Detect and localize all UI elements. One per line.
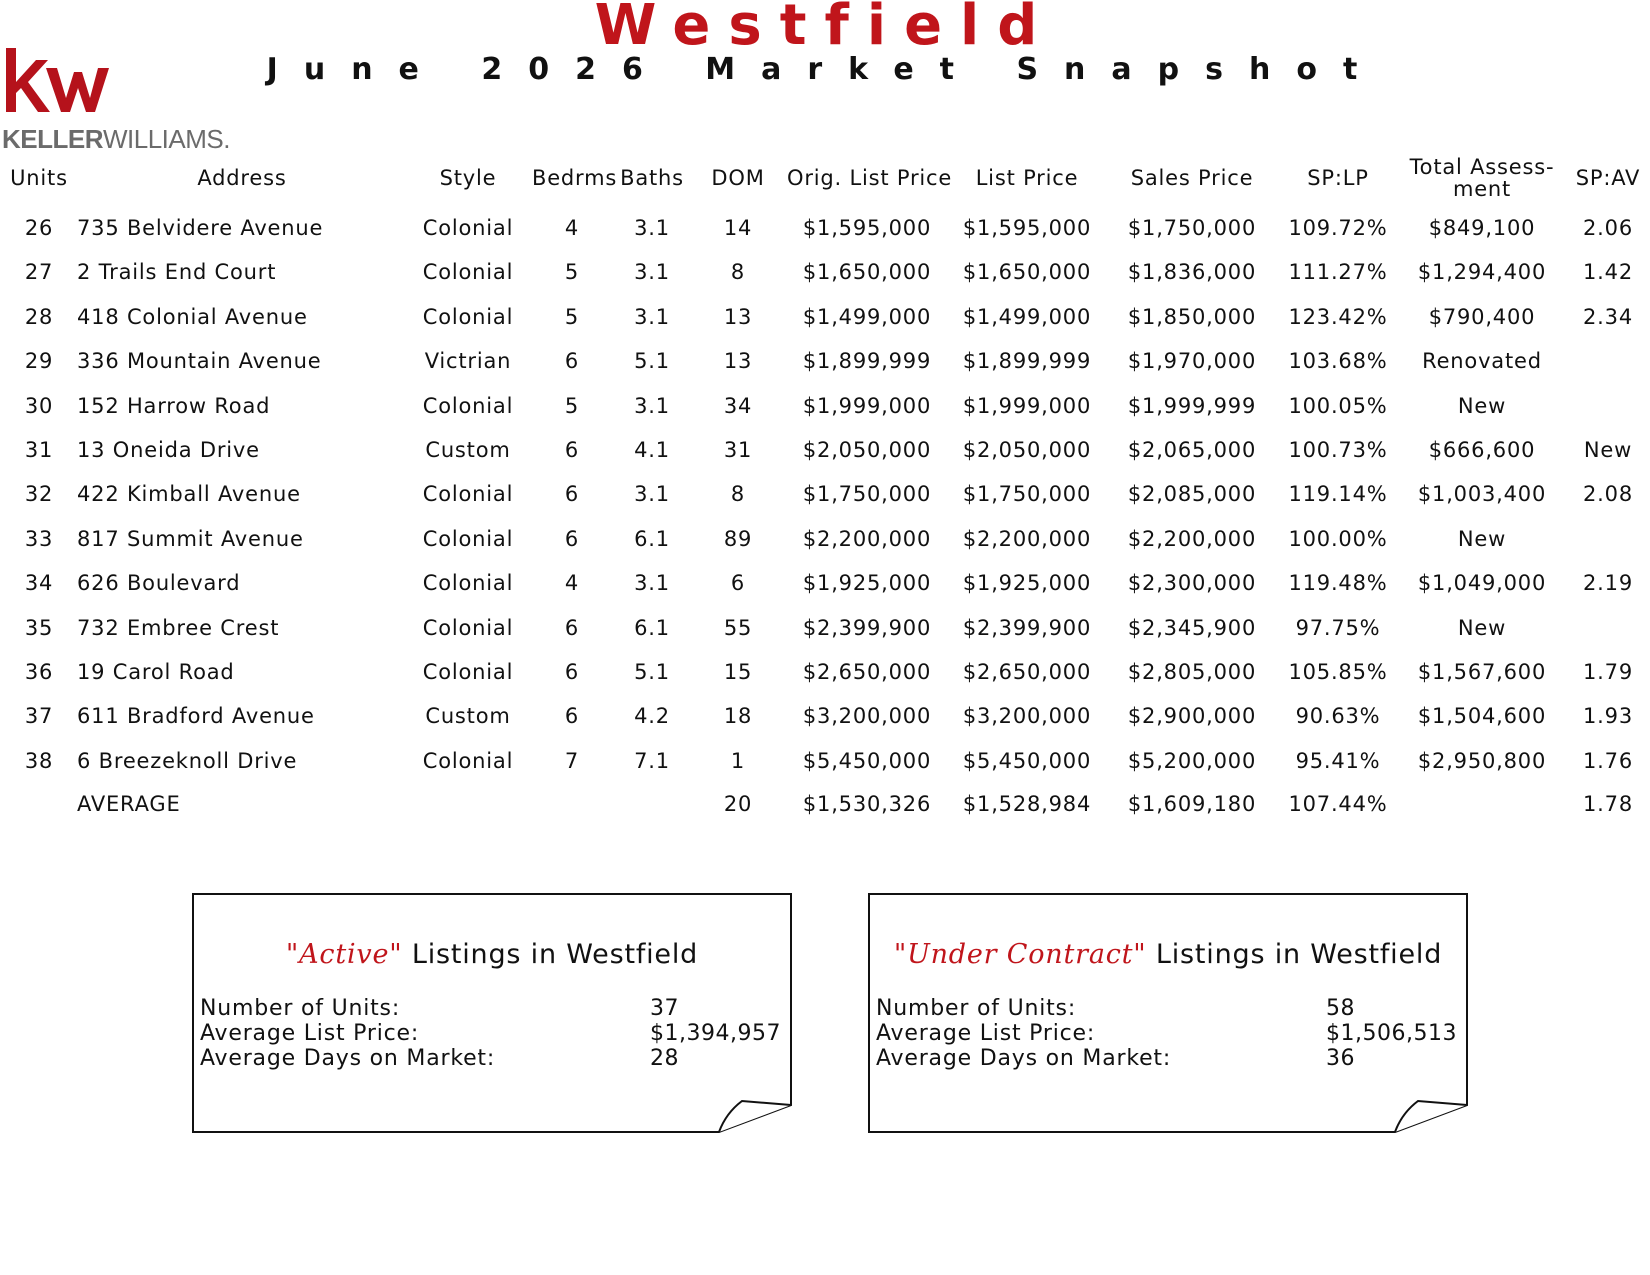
cell-style: Custom [425, 438, 511, 462]
cell-address: 611 Bradford Avenue [77, 704, 315, 729]
cell-orig-list-price: $2,200,000 [802, 526, 932, 551]
average-sp-lp: 107.44% [1288, 792, 1388, 816]
cell-units: 35 [24, 615, 54, 640]
cell-style: Colonial [422, 393, 514, 418]
average-dom: 20 [723, 792, 753, 816]
cell-sp-lp: 119.14% [1288, 482, 1388, 507]
cell-total-assessment: New [1457, 526, 1507, 551]
cell-dom: 13 [723, 304, 753, 329]
cell-baths: 3.1 [634, 216, 670, 240]
col-header-bedrms: Bedrms [532, 166, 618, 190]
cell-total-assessment: New [1457, 393, 1507, 418]
active-list-price-value: $1,394,957 [650, 1021, 781, 1046]
cell-units: 34 [24, 571, 54, 596]
cell-list-price: $1,999,000 [962, 393, 1092, 418]
cell-bedrms: 5 [564, 304, 580, 329]
under-contract-dom-label: Average Days on Market: [876, 1046, 1172, 1071]
cell-baths: 6.1 [634, 526, 670, 551]
page-title: Westfield [594, 0, 1056, 58]
cell-units: 27 [24, 260, 54, 285]
col-header-total-assessment: Total Assess-ment [1409, 155, 1555, 201]
cell-sp-lp: 95.41% [1295, 748, 1381, 773]
cell-address: 732 Embree Crest [77, 615, 280, 640]
cell-dom: 8 [730, 482, 746, 507]
cell-total-assessment: $1,049,000 [1417, 571, 1547, 596]
active-listings-box [192, 893, 792, 1133]
cell-dom: 55 [723, 615, 753, 640]
col-header-sales-price: Sales Price [1130, 166, 1254, 190]
under-contract-dom-value: 36 [1326, 1046, 1355, 1071]
cell-bedrms: 6 [564, 482, 580, 507]
cell-baths: 3.1 [634, 393, 670, 418]
cell-sp-lp: 109.72% [1288, 216, 1388, 240]
cell-style: Custom [425, 704, 511, 729]
cell-address: 6 Breezeknoll Drive [77, 748, 298, 773]
cell-units: 38 [24, 748, 54, 773]
page-subtitle: June 2026 Market Snapshot [266, 52, 1384, 87]
cell-dom: 14 [723, 216, 753, 240]
cell-total-assessment: $1,003,400 [1417, 482, 1547, 507]
cell-list-price: $1,750,000 [962, 482, 1092, 507]
cell-list-price: $2,650,000 [962, 660, 1092, 684]
cell-style: Colonial [422, 660, 514, 684]
cell-units: 32 [24, 482, 54, 507]
cell-total-assessment: $1,294,400 [1417, 260, 1547, 285]
cell-dom: 34 [723, 393, 753, 418]
average-list-price: $1,528,984 [962, 792, 1092, 816]
cell-address: 418 Colonial Avenue [77, 304, 308, 329]
cell-units: 37 [24, 704, 54, 729]
keller-williams-wordmark: KELLERWILLIAMS. [2, 124, 230, 154]
cell-units: 29 [24, 349, 54, 374]
cell-orig-list-price: $1,925,000 [802, 571, 932, 596]
active-dom-value: 28 [650, 1046, 679, 1071]
cell-bedrms: 6 [564, 526, 580, 551]
cell-baths: 3.1 [634, 482, 670, 507]
cell-sp-av: 1.93 [1583, 704, 1633, 729]
cell-dom: 6 [730, 571, 746, 596]
cell-style: Colonial [422, 482, 514, 507]
cell-sales-price: $1,750,000 [1127, 216, 1257, 240]
col-header-sp-av: SP:AV [1575, 166, 1641, 190]
active-box-title: "Active" Listings in Westfield [285, 939, 699, 970]
cell-bedrms: 5 [564, 393, 580, 418]
cell-total-assessment: Renovated [1422, 349, 1542, 374]
cell-total-assessment: $1,504,600 [1417, 704, 1547, 729]
cell-sp-av: 2.19 [1583, 571, 1633, 596]
cell-list-price: $1,595,000 [962, 216, 1092, 240]
under-contract-list-price-value: $1,506,513 [1326, 1021, 1457, 1046]
cell-sales-price: $2,085,000 [1127, 482, 1257, 507]
cell-sp-av: 2.34 [1583, 304, 1633, 329]
cell-dom: 1 [730, 748, 746, 773]
col-header-dom: DOM [711, 166, 765, 190]
cell-total-assessment: $790,400 [1428, 304, 1536, 329]
cell-bedrms: 4 [564, 216, 580, 240]
cell-address: 152 Harrow Road [77, 393, 271, 418]
cell-list-price: $1,499,000 [962, 304, 1092, 329]
active-units-label: Number of Units: [200, 996, 401, 1021]
cell-sp-lp: 100.73% [1288, 438, 1388, 462]
cell-list-price: $2,399,900 [962, 615, 1092, 640]
cell-bedrms: 4 [564, 571, 580, 596]
cell-style: Colonial [422, 615, 514, 640]
cell-sales-price: $2,300,000 [1127, 571, 1257, 596]
cell-orig-list-price: $1,750,000 [802, 482, 932, 507]
active-dom-label: Average Days on Market: [200, 1046, 496, 1071]
col-header-sp-lp: SP:LP [1307, 166, 1369, 190]
cell-total-assessment: $2,950,800 [1417, 748, 1547, 773]
under-contract-box-title: "Under Contract" Listings in Westfield [893, 939, 1443, 970]
cell-orig-list-price: $2,050,000 [802, 438, 932, 462]
cell-baths: 4.1 [634, 438, 670, 462]
cell-units: 31 [24, 438, 54, 462]
cell-sp-lp: 123.42% [1288, 304, 1388, 329]
cell-dom: 18 [723, 704, 753, 729]
cell-baths: 3.1 [634, 304, 670, 329]
kw-logo-mark [2, 46, 112, 116]
cell-sp-lp: 97.75% [1295, 615, 1381, 640]
cell-sales-price: $1,970,000 [1127, 349, 1257, 374]
cell-sp-lp: 105.85% [1288, 660, 1388, 684]
cell-sp-av: New [1583, 438, 1633, 462]
cell-total-assessment: $666,600 [1428, 438, 1536, 462]
cell-dom: 89 [723, 526, 753, 551]
cell-baths: 5.1 [634, 660, 670, 684]
cell-orig-list-price: $2,650,000 [802, 660, 932, 684]
active-units-value: 37 [650, 996, 679, 1021]
cell-orig-list-price: $2,399,900 [802, 615, 932, 640]
average-sp-av: 1.78 [1583, 792, 1633, 816]
cell-dom: 31 [723, 438, 753, 462]
cell-address: 336 Mountain Avenue [77, 349, 322, 374]
cell-style: Colonial [422, 260, 514, 285]
cell-units: 36 [24, 660, 54, 684]
under-contract-list-price-label: Average List Price: [876, 1021, 1096, 1046]
cell-sp-av: 1.42 [1583, 260, 1633, 285]
cell-sales-price: $2,345,900 [1127, 615, 1257, 640]
cell-address: 2 Trails End Court [77, 260, 277, 285]
col-header-list-price: List Price [975, 166, 1079, 190]
under-contract-listings-box [868, 893, 1468, 1133]
cell-dom: 13 [723, 349, 753, 374]
cell-bedrms: 6 [564, 660, 580, 684]
cell-orig-list-price: $1,499,000 [802, 304, 932, 329]
cell-dom: 15 [723, 660, 753, 684]
cell-style: Colonial [422, 216, 514, 240]
cell-style: Colonial [422, 304, 514, 329]
cell-orig-list-price: $5,450,000 [802, 748, 932, 773]
cell-units: 26 [24, 216, 54, 240]
cell-sp-lp: 100.05% [1288, 393, 1388, 418]
cell-bedrms: 7 [564, 748, 580, 773]
cell-address: 13 Oneida Drive [77, 438, 260, 462]
cell-baths: 4.2 [634, 704, 670, 729]
cell-address: 422 Kimball Avenue [77, 482, 301, 507]
cell-address: 19 Carol Road [77, 660, 235, 684]
cell-sales-price: $5,200,000 [1127, 748, 1257, 773]
cell-units: 30 [24, 393, 54, 418]
cell-style: Colonial [422, 748, 514, 773]
average-address: AVERAGE [77, 792, 181, 816]
cell-total-assessment: New [1457, 615, 1507, 640]
cell-sp-lp: 119.48% [1288, 571, 1388, 596]
cell-sp-lp: 111.27% [1288, 260, 1388, 285]
cell-list-price: $1,650,000 [962, 260, 1092, 285]
average-sales-price: $1,609,180 [1127, 792, 1257, 816]
average-orig-list-price: $1,530,326 [802, 792, 932, 816]
cell-list-price: $2,050,000 [962, 438, 1092, 462]
active-list-price-label: Average List Price: [200, 1021, 420, 1046]
under-contract-units-value: 58 [1326, 996, 1355, 1021]
col-header-style: Style [439, 166, 497, 190]
cell-style: Victrian [424, 349, 512, 374]
cell-list-price: $3,200,000 [962, 704, 1092, 729]
under-contract-units-label: Number of Units: [876, 996, 1077, 1021]
cell-sales-price: $2,805,000 [1127, 660, 1257, 684]
cell-units: 33 [24, 526, 54, 551]
cell-orig-list-price: $3,200,000 [802, 704, 932, 729]
cell-dom: 8 [730, 260, 746, 285]
cell-bedrms: 5 [564, 260, 580, 285]
cell-sp-av: 2.08 [1583, 482, 1633, 507]
cell-orig-list-price: $1,595,000 [802, 216, 932, 240]
cell-orig-list-price: $1,999,000 [802, 393, 932, 418]
cell-bedrms: 6 [564, 438, 580, 462]
cell-style: Colonial [422, 526, 514, 551]
col-header-baths: Baths [620, 166, 684, 190]
cell-baths: 3.1 [634, 260, 670, 285]
cell-list-price: $1,899,999 [962, 349, 1092, 374]
cell-list-price: $5,450,000 [962, 748, 1092, 773]
col-header-address: Address [197, 166, 287, 190]
cell-bedrms: 6 [564, 349, 580, 374]
cell-total-assessment: $849,100 [1428, 216, 1536, 240]
cell-bedrms: 6 [564, 615, 580, 640]
cell-sp-lp: 100.00% [1288, 526, 1388, 551]
cell-orig-list-price: $1,899,999 [802, 349, 932, 374]
cell-units: 28 [24, 304, 54, 329]
cell-sp-av: 1.76 [1583, 748, 1633, 773]
cell-sales-price: $1,999,999 [1127, 393, 1257, 418]
cell-total-assessment: $1,567,600 [1417, 660, 1547, 684]
cell-address: 735 Belvidere Avenue [77, 216, 324, 240]
cell-address: 626 Boulevard [77, 571, 241, 596]
cell-baths: 7.1 [634, 748, 670, 773]
cell-baths: 6.1 [634, 615, 670, 640]
cell-sp-av: 1.79 [1583, 660, 1633, 684]
col-header-units: Units [10, 166, 68, 190]
cell-sales-price: $2,065,000 [1127, 438, 1257, 462]
cell-sp-av: 2.06 [1583, 216, 1633, 240]
cell-sales-price: $2,900,000 [1127, 704, 1257, 729]
cell-baths: 5.1 [634, 349, 670, 374]
cell-list-price: $1,925,000 [962, 571, 1092, 596]
cell-sales-price: $2,200,000 [1127, 526, 1257, 551]
cell-orig-list-price: $1,650,000 [802, 260, 932, 285]
cell-sp-lp: 90.63% [1295, 704, 1381, 729]
cell-style: Colonial [422, 571, 514, 596]
cell-sales-price: $1,850,000 [1127, 304, 1257, 329]
keller-williams-logo [2, 46, 232, 156]
cell-sp-lp: 103.68% [1288, 349, 1388, 374]
cell-list-price: $2,200,000 [962, 526, 1092, 551]
cell-bedrms: 6 [564, 704, 580, 729]
cell-address: 817 Summit Avenue [77, 526, 304, 551]
col-header-orig-list-price: Orig. List Price [787, 166, 953, 190]
cell-sales-price: $1,836,000 [1127, 260, 1257, 285]
cell-baths: 3.1 [634, 571, 670, 596]
